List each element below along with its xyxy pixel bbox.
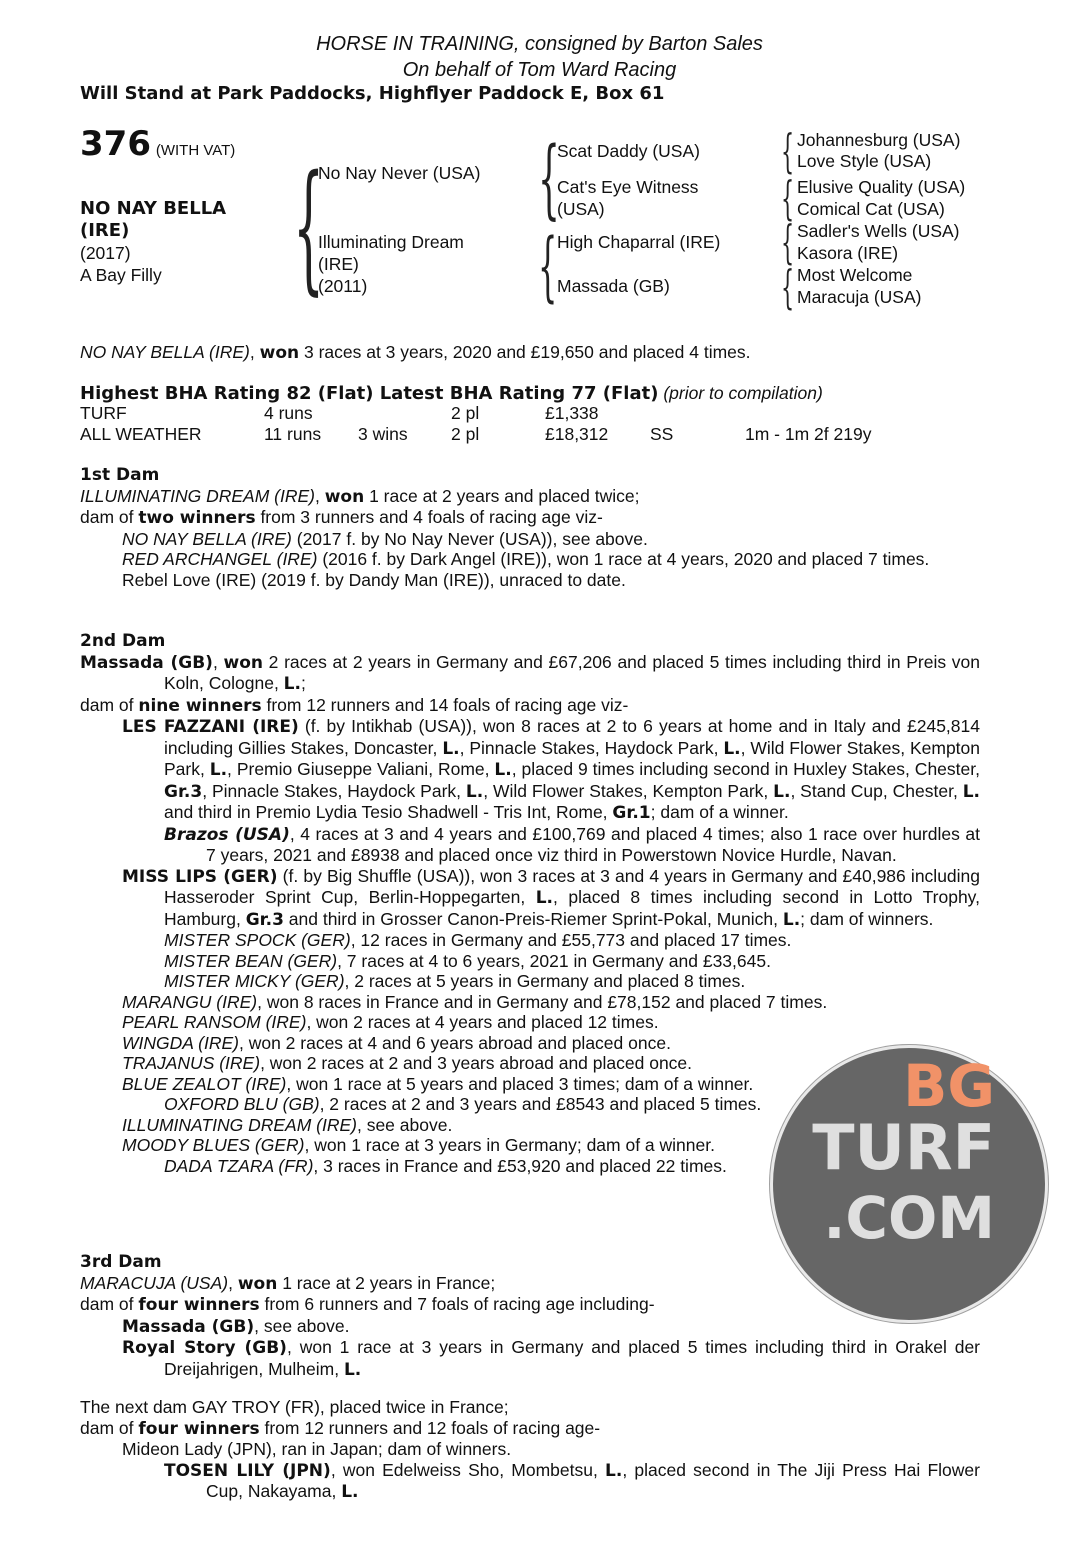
t: , placed 8 times including second in Lotto Trophy, Hamburg, — [164, 887, 980, 929]
record: , see above. — [254, 1315, 350, 1336]
record: , 4 races at 3 and 4 years and £100,769 and placed 4 times; also 1 race over hurdles at 7 years, 2021 and £8938 and placed once viz third in Powerstown Novice Hurdle, Navan. — [206, 823, 980, 865]
horse-name: LES FAZZANI (IRE) — [122, 717, 299, 737]
t: dam of — [80, 507, 139, 527]
second-dam-heading: 2nd Dam — [80, 631, 166, 651]
t: , Pinnacle Stakes, Haydock Park, — [202, 780, 466, 801]
record: , 3 races in France and £53,920 and placed 22 times. — [313, 1155, 727, 1176]
horse-name: WINGDA (IRE) — [122, 1032, 239, 1053]
record: (2016 f. by Dark Angel (IRE)), won 1 race at 4 years, 2020 and placed 7 times. — [317, 549, 930, 569]
record: , won 2 races at 2 and 3 years abroad and placed once. — [260, 1053, 693, 1073]
summary-rest: 3 races at 3 years, 2020 and £19,650 and placed 4 times. — [299, 342, 751, 362]
t: ; dam of winners. — [800, 908, 934, 929]
horse-name: NO NAY BELLA (IRE) — [122, 528, 292, 549]
third-dam-heading: 3rd Dam — [80, 1252, 162, 1272]
next-dam-line: The next dam GAY TROY (FR), placed twice in France; — [80, 1397, 509, 1417]
record: , won 8 races in France and in Germany and £78,152 and placed 7 times. — [257, 991, 828, 1012]
gg-7: Most Welcome — [797, 265, 913, 285]
horse-name: Brazos (USA) — [164, 824, 290, 845]
produce-item — [80, 1012, 980, 1033]
header-line-3: Will Stand at Park Paddocks, Highflyer Paddock E, Box 61 — [80, 83, 665, 104]
t: dam of — [80, 694, 139, 715]
dam-dam: Massada (GB) — [557, 276, 670, 296]
first-dam-section — [80, 465, 980, 590]
dam-name-l2: (IRE) — [318, 254, 359, 274]
stat-distance — [745, 403, 871, 424]
horse-name: OXFORD BLU (GB) — [164, 1094, 320, 1114]
stat-runs: 4 runs — [264, 403, 313, 423]
stat-surface: ALL WEATHER — [80, 423, 202, 444]
sep: , — [314, 485, 325, 506]
brace-icon: { — [781, 260, 795, 314]
sep: , — [228, 1272, 238, 1293]
group-badge: Gr.3 — [245, 909, 284, 930]
t: and third in Grosser Canon-Preis-Riemer Sprint-Pokal, Munich, — [283, 908, 783, 929]
t: , Wild Flower Stakes, Kempton Park, — [164, 737, 981, 779]
listed-badge: L. — [494, 760, 512, 780]
listed-badge: L. — [343, 1359, 362, 1380]
sire-dam-l1: Cat's Eye Witness — [557, 177, 699, 197]
produce-item — [80, 971, 980, 992]
ratings-note: (prior to compilation) — [663, 383, 823, 403]
horse-name: Massada (GB) — [122, 1316, 255, 1337]
stat-placed: 2 pl — [451, 423, 480, 444]
winners-count: two winners — [138, 508, 256, 528]
next-dam-produce — [80, 1418, 980, 1440]
brace-icon: { — [781, 171, 795, 225]
record: , won 1 race at 3 years in Germany; dam of a winner. — [304, 1135, 715, 1155]
stat-ss — [650, 403, 745, 424]
horse-name: RED ARCHANGEL (IRE) — [122, 549, 318, 569]
second-dam-produce — [80, 695, 980, 717]
sire-sire: Scat Daddy (USA) — [557, 141, 700, 161]
horse-name: PEARL RANSOM (IRE) — [122, 1012, 307, 1032]
header-line-2: On behalf of Tom Ward Racing — [402, 59, 677, 81]
stats-table — [80, 403, 871, 444]
brace-icon: { — [293, 146, 325, 309]
lot-number: 376 — [80, 124, 151, 164]
stats-row-turf — [80, 403, 871, 424]
t: (f. by Intikhab (USA)), won 8 races at 2 to 6 years at home and in Italy and £245,814 including Gillies Stakes, Doncaster, — [164, 716, 980, 758]
second-dam-line — [80, 652, 980, 695]
record: , see above. — [356, 1114, 453, 1135]
first-dam-produce — [80, 507, 980, 529]
dam-sire: High Chaparral (IRE) — [557, 232, 721, 252]
brace-icon: { — [781, 124, 795, 178]
winners-count: four winners — [138, 1418, 260, 1439]
produce-item: Mideon Lady (JPN), ran in Japan; dam of winners. — [122, 1439, 512, 1459]
dam-name-l3: (2011) — [318, 276, 368, 296]
gg-4: Comical Cat (USA) — [797, 199, 945, 219]
t: dam of — [80, 1417, 139, 1438]
produce-item — [80, 866, 980, 931]
produce-item — [80, 992, 980, 1013]
listed-badge: L. — [773, 781, 791, 802]
summary-name: NO NAY BELLA (IRE) — [80, 342, 250, 362]
t: (f. by Big Shuffle (USA)), won 3 races at 3 and 4 years in Germany and £40,986 including Hasseroder Sprint Cup, Berlin-Hoppegarten, — [164, 865, 981, 907]
t: , placed 9 times including second in Huxley Stakes, Chester, — [511, 759, 980, 779]
produce-item — [80, 1337, 980, 1380]
stat-distance: 1m - 1m 2f 219y — [745, 423, 872, 444]
logo-turf-text: TURF — [812, 1111, 995, 1184]
listed-badge: L. — [723, 738, 741, 759]
produce-item — [80, 824, 980, 866]
listed-badge: L. — [442, 738, 460, 759]
t: , Pinnacle Stakes, Haydock Park, — [459, 737, 724, 758]
record: , 12 races in Germany and £55,773 and placed 17 times. — [350, 930, 792, 950]
produce-item — [80, 930, 980, 951]
first-dam-line — [80, 486, 980, 508]
horse-name: MARANGU (IRE) — [122, 991, 258, 1012]
sep: , — [212, 651, 224, 672]
dam-name-l1: Illuminating Dream — [318, 232, 464, 252]
next-dam-section — [80, 1397, 980, 1503]
record: (2017 f. by No Nay Never (USA)), see above. — [291, 528, 648, 549]
horse-name: MISTER SPOCK (GER) — [164, 930, 351, 950]
t: , Wild Flower Stakes, Kempton Park, — [483, 780, 774, 801]
stat-placed: 2 pl — [451, 403, 480, 423]
listed-badge: L. — [605, 1460, 623, 1481]
listed-badge: L. — [209, 760, 228, 780]
winners-count: four winners — [138, 1295, 260, 1315]
sire-name: No Nay Never (USA) — [318, 163, 481, 183]
vat-label: (WITH VAT) — [155, 142, 236, 159]
stat-surface: TURF — [80, 403, 127, 423]
dam-name: Massada (GB) — [80, 652, 213, 673]
produce-item — [80, 1316, 980, 1338]
gg-5: Sadler's Wells (USA) — [797, 221, 960, 241]
gg-6: Kasora (IRE) — [797, 243, 899, 263]
record: , won 1 race at 3 years in Germany and placed 5 times including third in Orakel der Dreijahrigen, Mulheim, — [164, 1337, 980, 1379]
horse-name: Royal Story (GB) — [122, 1338, 287, 1358]
stat-wins — [358, 403, 451, 424]
winners-count: nine winners — [138, 695, 262, 716]
brace-icon: { — [538, 129, 560, 229]
horse-year: (2017) — [80, 243, 131, 263]
record: , 7 races at 4 to 6 years, 2021 in Germany and £33,645. — [337, 950, 771, 971]
gg-1: Johannesburg (USA) — [797, 130, 961, 150]
listed-badge: L. — [341, 1482, 359, 1502]
record: , 2 races at 5 years in Germany and placed 8 times. — [344, 971, 746, 991]
produce-item — [80, 529, 980, 550]
bgturf-watermark-logo — [770, 1045, 1048, 1323]
logo-com-text: .COM — [823, 1184, 995, 1252]
won-label: won — [237, 1273, 278, 1294]
header-line-1: HORSE IN TRAINING, consigned by Barton Sales — [316, 33, 763, 55]
stat-wins: 3 wins — [358, 423, 408, 444]
t: from 12 runners and 14 foals of racing age viz- — [261, 694, 629, 715]
listed-badge: L. — [782, 909, 801, 930]
stat-prize: £18,312 — [545, 423, 609, 444]
brace-icon: { — [781, 215, 795, 269]
record: 1 race at 2 years in France; — [277, 1272, 496, 1293]
produce-item — [80, 716, 980, 824]
stats-row-aw — [80, 424, 871, 445]
produce-item — [80, 951, 980, 972]
horse-name: MOODY BLUES (GER) — [122, 1135, 305, 1155]
gg-8: Maracuja (USA) — [797, 287, 922, 307]
stat-prize: £1,338 — [545, 403, 599, 423]
horse-description: A Bay Filly — [80, 265, 162, 285]
horse-name: MISTER BEAN (GER) — [164, 950, 338, 971]
produce-item: Rebel Love (IRE) (2019 f. by Dandy Man (IRE)), unraced to date. — [122, 569, 626, 590]
horse-name: MISS LIPS (GER) — [122, 866, 278, 887]
t: from 6 runners and 7 foals of racing age including- — [259, 1294, 655, 1314]
stat-runs: 11 runs — [264, 423, 322, 444]
record: 1 race at 2 years and placed twice; — [364, 485, 640, 506]
t: , Stand Cup, Chester, — [790, 780, 963, 801]
record: , won 1 race at 5 years and placed 3 times; dam of a winner. — [286, 1073, 754, 1094]
dam-name: MARACUJA (USA) — [80, 1272, 229, 1293]
listed-badge: L. — [283, 674, 301, 694]
record: , won 2 races at 4 years and placed 12 times. — [306, 1012, 659, 1032]
ratings-heading — [80, 383, 1040, 405]
group-badge: Gr.3 — [164, 781, 203, 802]
stat-ss: SS — [650, 423, 674, 444]
horse-name: MISTER MICKY (GER) — [164, 971, 345, 991]
horse-name: ILLUMINATING DREAM (IRE) — [122, 1114, 357, 1135]
first-dam-heading: 1st Dam — [80, 465, 160, 485]
horse-name-line-2: (IRE) — [80, 220, 130, 241]
produce-item — [80, 1033, 980, 1054]
sire-dam-l2: (USA) — [557, 199, 605, 219]
won-label: won — [223, 652, 263, 673]
gg-3: Elusive Quality (USA) — [797, 177, 966, 197]
record: , won 2 races at 4 and 6 years abroad and placed once. — [238, 1032, 671, 1053]
horse-name: TOSEN LILY (JPN) — [164, 1460, 331, 1481]
t: ; — [300, 673, 306, 693]
horse-name: TRAJANUS (IRE) — [122, 1053, 261, 1073]
produce-item — [80, 1460, 980, 1503]
produce-item — [80, 549, 980, 570]
t: , placed second in The Jiji Press Hai Flower Cup, Nakayama, — [206, 1459, 980, 1501]
dam-name: ILLUMINATING DREAM (IRE) — [80, 485, 315, 506]
summary-won: won — [259, 343, 300, 363]
t: , Premio Giuseppe Valiani, Rome, — [227, 759, 495, 779]
gg-2: Love Style (USA) — [797, 151, 932, 171]
t: , won Edelweiss Sho, Mombetsu, — [330, 1459, 606, 1480]
logo-bg-text: BG — [903, 1052, 995, 1120]
t: ; dam of a winner. — [650, 802, 789, 822]
t: from 12 runners and 12 foals of racing age- — [259, 1417, 601, 1438]
listed-badge: L. — [535, 888, 554, 908]
t: dam of — [80, 1294, 139, 1314]
listed-badge: L. — [465, 781, 484, 802]
record: , 2 races at 2 and 3 years and £8543 and placed 5 times. — [319, 1094, 762, 1114]
summary-line: NO NAY BELLA (IRE), won 3 races at 3 years, 2020 and £19,650 and placed 4 times. — [80, 342, 751, 363]
t: and third in Premio Lydia Tesio Shadwell - Tris Int, Rome, — [164, 802, 613, 822]
listed-badge: L. — [962, 781, 980, 802]
record: 2 races at 2 years in Germany and £67,206 and placed 5 times including third in Preis von Koln, Cologne, — [164, 651, 981, 693]
t: from 3 runners and 4 foals of racing age viz- — [255, 507, 603, 527]
horse-name: DADA TZARA (FR) — [164, 1155, 314, 1176]
brace-icon: { — [538, 221, 558, 310]
won-label: won — [324, 486, 365, 507]
group-badge: Gr.1 — [612, 803, 651, 823]
horse-name-line-1: NO NAY BELLA — [80, 198, 227, 219]
horse-name: BLUE ZEALOT (IRE) — [122, 1073, 287, 1094]
ratings-title: Highest BHA Rating 82 (Flat) Latest BHA Rating 77 (Flat) — [80, 383, 659, 404]
lot-number-block — [80, 124, 236, 164]
